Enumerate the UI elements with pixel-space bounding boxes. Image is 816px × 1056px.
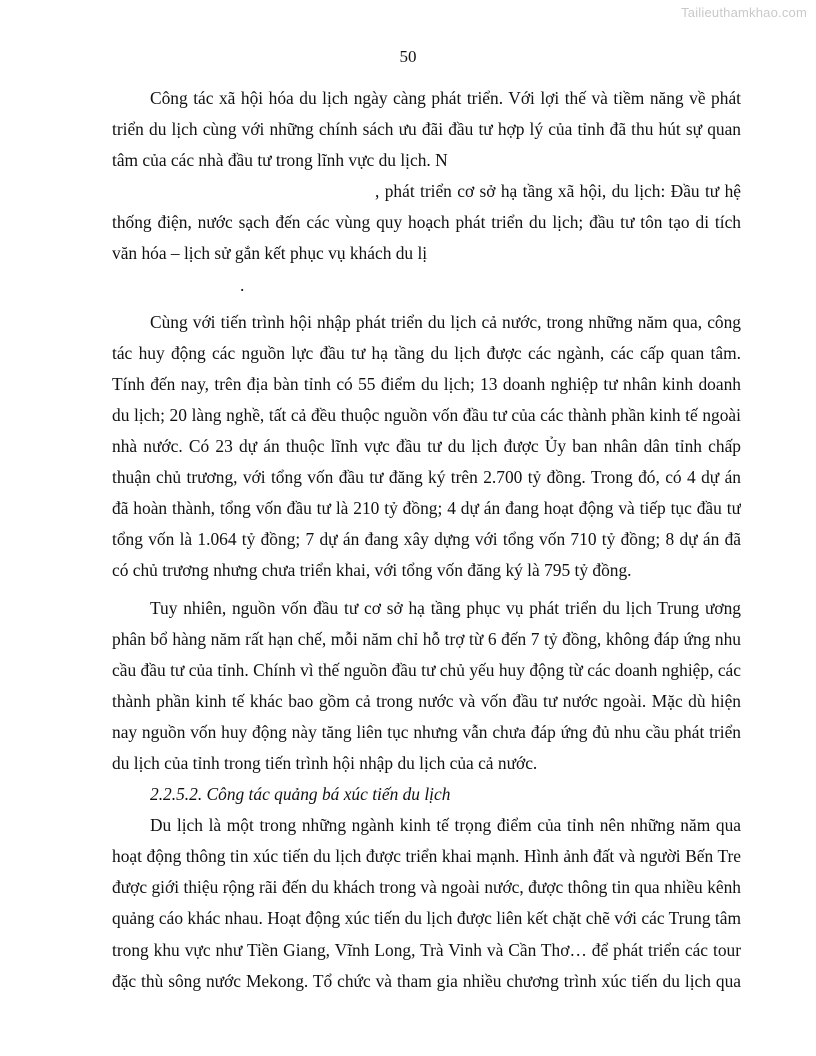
text-line: tâm của các nhà đầu tư trong lĩnh vực du lịch. N bbox=[112, 150, 448, 171]
text-line: , phát triển cơ sở hạ tầng xã hội, du lịch: Đầu tư hệ bbox=[375, 181, 741, 202]
text-line: tác huy động các nguồn lực đầu tư hạ tầng du lịch được các ngành, các cấp quan tâm. bbox=[112, 342, 741, 363]
page-number: 50 bbox=[399, 47, 417, 66]
paragraph-4 bbox=[112, 810, 741, 997]
text-line: nhà nước. Có 23 dự án thuộc lĩnh vực đầu tư du lịch được Ủy ban nhân dân tỉnh chấp bbox=[112, 436, 741, 457]
text-line: nay nguồn vốn huy động này tăng liên tục nhưng vẫn chưa đáp ứng đủ nhu cầu phát triển bbox=[112, 721, 741, 742]
text-line: thuận chủ trương, với tổng vốn đầu tư đăng ký trên 2.700 tỷ đồng. Trong đó, có 4 dự án bbox=[112, 467, 741, 488]
text-line: thành phần kinh tế khác bao gồm cả trong nước và vốn đầu tư nước ngoài. Mặc dù hiện bbox=[112, 690, 741, 711]
text-line: thống điện, nước sạch đến các vùng quy hoạch phát triển du lịch; đầu tư tôn tạo di tích bbox=[112, 212, 741, 233]
document-body bbox=[112, 83, 741, 997]
text-line: có chủ trương nhưng chưa triển khai, với tổng vốn đăng ký là 795 tỷ đồng. bbox=[112, 560, 632, 581]
text-line: Cùng với tiến trình hội nhập phát triển du lịch cả nước, trong những năm qua, công bbox=[150, 311, 741, 332]
text-line: được giới thiệu rộng rãi đến du khách trong và ngoài nước, được thông tin qua nhiều kênh bbox=[112, 877, 741, 898]
text-line: đặc thù sông nước Mekong. Tổ chức và tham gia nhiều chương trình xúc tiến du lịch qua bbox=[112, 970, 741, 991]
text-line: du lịch của tỉnh trong tiến trình hội nhập du lịch của cả nước. bbox=[112, 752, 538, 773]
text-line: Tuy nhiên, nguồn vốn đầu tư cơ sở hạ tầng phục vụ phát triển du lịch Trung ương bbox=[150, 597, 741, 618]
section-heading: 2.2.5.2. Công tác quảng bá xúc tiến du lịch bbox=[150, 784, 451, 805]
text-line: trong khu vực như Tiền Giang, Vĩnh Long, Trà Vinh và Cần Thơ… để phát triển các tour bbox=[112, 939, 741, 960]
text-line: hoạt động thông tin xúc tiến du lịch được triển khai mạnh. Hình ảnh đất và người Bến Tre bbox=[112, 846, 741, 867]
paragraph-2 bbox=[112, 307, 741, 587]
text-line: Công tác xã hội hóa du lịch ngày càng phát triển. Với lợi thế và tiềm năng về phát bbox=[150, 88, 741, 108]
paragraph-1 bbox=[112, 83, 741, 301]
watermark: Tailieuthamkhao.com bbox=[681, 5, 807, 20]
text-line: cầu đầu tư của tỉnh. Chính vì thế nguồn đầu tư chủ yếu huy động từ các doanh nghiệp, các bbox=[112, 659, 741, 680]
text-line: văn hóa – lịch sử gắn kết phục vụ khách du lị bbox=[112, 243, 428, 264]
text-line: . bbox=[240, 274, 245, 295]
text-line: tổng vốn là 1.064 tỷ đồng; 7 dự án đang xây dựng với tổng vốn 710 tỷ đồng; 8 dự án đã bbox=[112, 529, 741, 550]
text-line: Tính đến nay, trên địa bàn tỉnh có 55 điểm du lịch; 13 doanh nghiệp tư nhân kinh doanh bbox=[112, 373, 741, 394]
text-line: du lịch; 20 làng nghề, tất cả đều thuộc nguồn vốn đầu tư của các thành phần kinh tế ngoài bbox=[112, 404, 741, 425]
text-line: Du lịch là một trong những ngành kinh tế trọng điểm của tỉnh nên những năm qua bbox=[150, 815, 741, 836]
paragraph-3 bbox=[112, 593, 741, 780]
text-line: phân bổ hàng năm rất hạn chế, mỗi năm chỉ hỗ trợ từ 6 đến 7 tỷ đồng, không đáp ứng nhu bbox=[112, 628, 741, 649]
text-line: triển du lịch cùng với những chính sách ưu đãi đầu tư hợp lý của tỉnh đã thu hút sự quan bbox=[112, 119, 741, 140]
text-line: quảng cáo khác nhau. Hoạt động xúc tiến du lịch được liên kết chặt chẽ với các Trung tâm bbox=[112, 908, 741, 929]
text-line: đã hoàn thành, tổng vốn đầu tư là 210 tỷ đồng; 4 dự án đang hoạt động và tiếp tục đầu tư bbox=[112, 498, 741, 519]
